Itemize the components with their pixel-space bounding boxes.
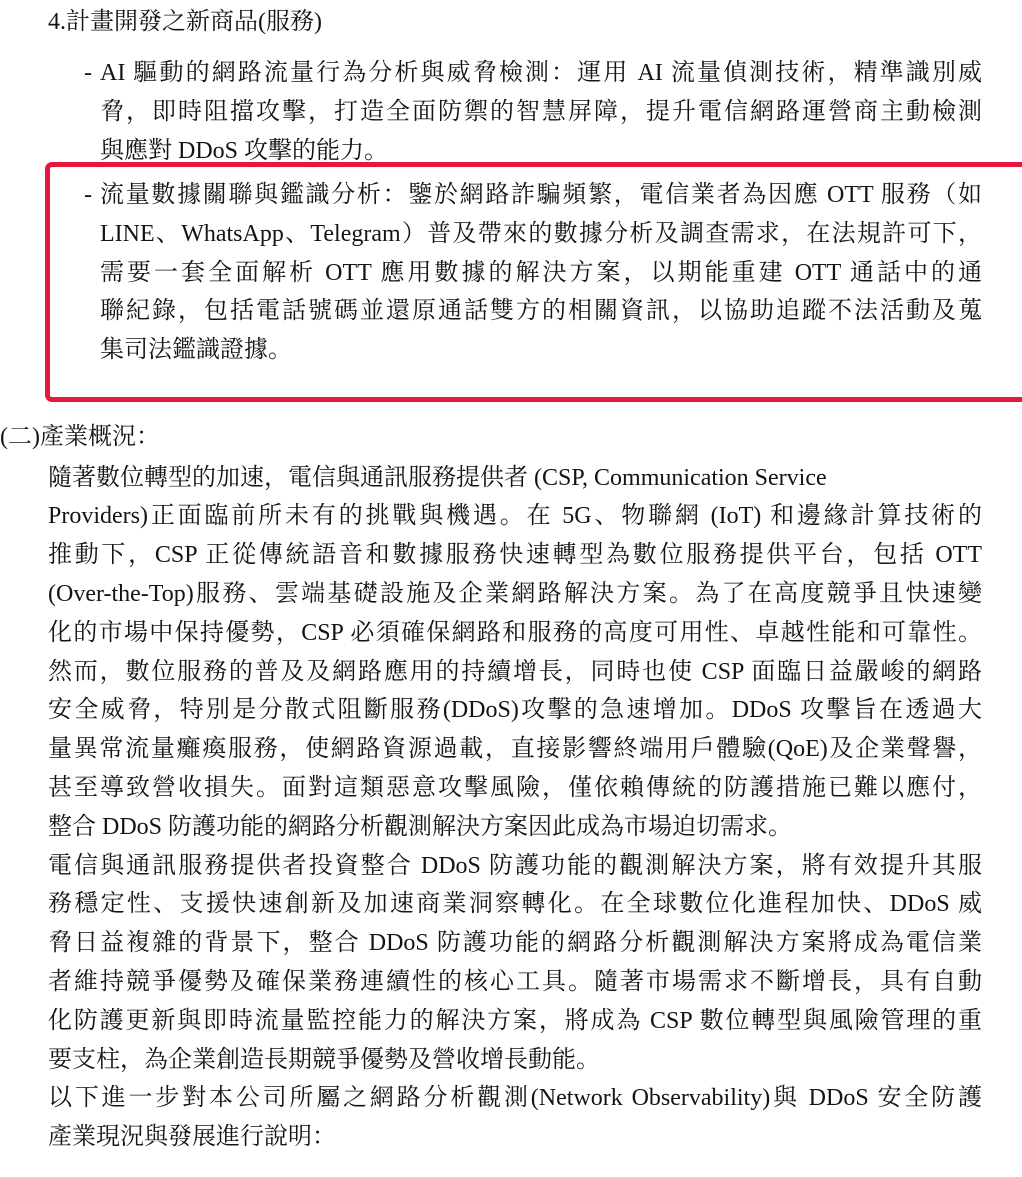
text-line: 要支柱，為企業創造長期競爭優勢及營收增長動能。 [48, 1046, 600, 1073]
bullet-marker: - [84, 60, 92, 86]
text-line: 務穩定性、支援快速創新及加速商業洞察轉化。在全球數位化進程加快、DDoS 威 [48, 891, 982, 918]
text-line: 與應對 DDoS 攻擊的能力。 [100, 137, 389, 164]
text-line: LINE、WhatsApp、Telegram）普及帶來的數據分析及調查需求，在法規許可下， [100, 220, 982, 247]
industry-overview-body [48, 459, 982, 1157]
text-line: 流量數據關聯與鑑識分析：鑒於網路詐騙頻繁，電信業者為因應 OTT 服務（如 [100, 182, 982, 208]
section-heading-industry-overview: (二)產業概況： [0, 424, 160, 450]
text-line: 聯紀錄，包括電話號碼並還原通話雙方的相關資訊，以協助追蹤不法活動及蒐 [100, 298, 982, 325]
text-line: 甚至導致營收損失。面對這類惡意攻擊風險，僅依賴傳統的防護措施已難以應付， [48, 774, 982, 801]
text-line: 整合 DDoS 防護功能的網路分析觀測解決方案因此成為市場迫切需求。 [48, 813, 793, 840]
bullet-text [100, 176, 982, 370]
text-line: 化的市場中保持優勢，CSP 必須確保網路和服務的高度可用性、卓越性能和可靠性。 [48, 619, 982, 646]
section-heading-new-products: 4.計畫開發之新商品(服務) [48, 9, 322, 35]
paragraph [48, 1079, 982, 1157]
text-line: AI 驅動的網路流量行為分析與威脅檢測：運用 AI 流量偵測技術，精準識別威 [100, 60, 982, 86]
text-line: 安全威脅，特別是分散式阻斷服務(DDoS)攻擊的急速增加。DDoS 攻擊旨在透過大 [48, 697, 982, 724]
text-line: 然而，數位服務的普及及網路應用的持續增長，同時也使 CSP 面臨日益嚴峻的網路 [48, 658, 982, 685]
text-line: 以下進一步對本公司所屬之網路分析觀測(Network Observability)與 DDoS 安全防護 [48, 1085, 982, 1112]
text-line: 化防護更新與即時流量監控能力的解決方案，將成為 CSP 數位轉型與風險管理的重 [48, 1007, 982, 1034]
text-line: 產業現況與發展進行說明： [48, 1124, 336, 1151]
text-line: (Over-the-Top)服務、雲端基礎設施及企業網路解決方案。為了在高度競爭且快速變 [48, 580, 982, 607]
text-line: 量異常流量癱瘓服務，使網路資源過載，直接影響終端用戶體驗(QoE)及企業聲譽， [48, 736, 982, 763]
text-line: 脅日益複雜的背景下，整合 DDoS 防護功能的網路分析觀測解決方案將成為電信業 [48, 930, 982, 957]
bullet-marker: - [84, 182, 92, 208]
paragraph [48, 847, 982, 1080]
text-line: 脅，即時阻擋攻擊，打造全面防禦的智慧屏障，提升電信網路運營商主動檢測 [100, 98, 982, 125]
text-line: 隨著數位轉型的加速，電信與通訊服務提供者 (CSP, Communication Service [48, 464, 827, 491]
text-line: 者維持競爭優勢及確保業務連續性的核心工具。隨著市場需求不斷增長，具有自動 [48, 968, 982, 995]
text-line: 集司法鑑識證據。 [100, 337, 292, 364]
text-line: 推動下，CSP 正從傳統語音和數據服務快速轉型為數位服務提供平台，包括 OTT [48, 542, 982, 569]
bullet-text [100, 54, 982, 170]
text-line: 需要一套全面解析 OTT 應用數據的解決方案，以期能重建 OTT 通話中的通 [100, 259, 982, 286]
text-line: Providers)正面臨前所未有的挑戰與機遇。在 5G、物聯網 (IoT) 和邊緣計算技術的 [48, 503, 982, 530]
text-line: 電信與通訊服務提供者投資整合 DDoS 防護功能的觀測解決方案，將有效提升其服 [48, 852, 982, 879]
paragraph [48, 459, 982, 847]
